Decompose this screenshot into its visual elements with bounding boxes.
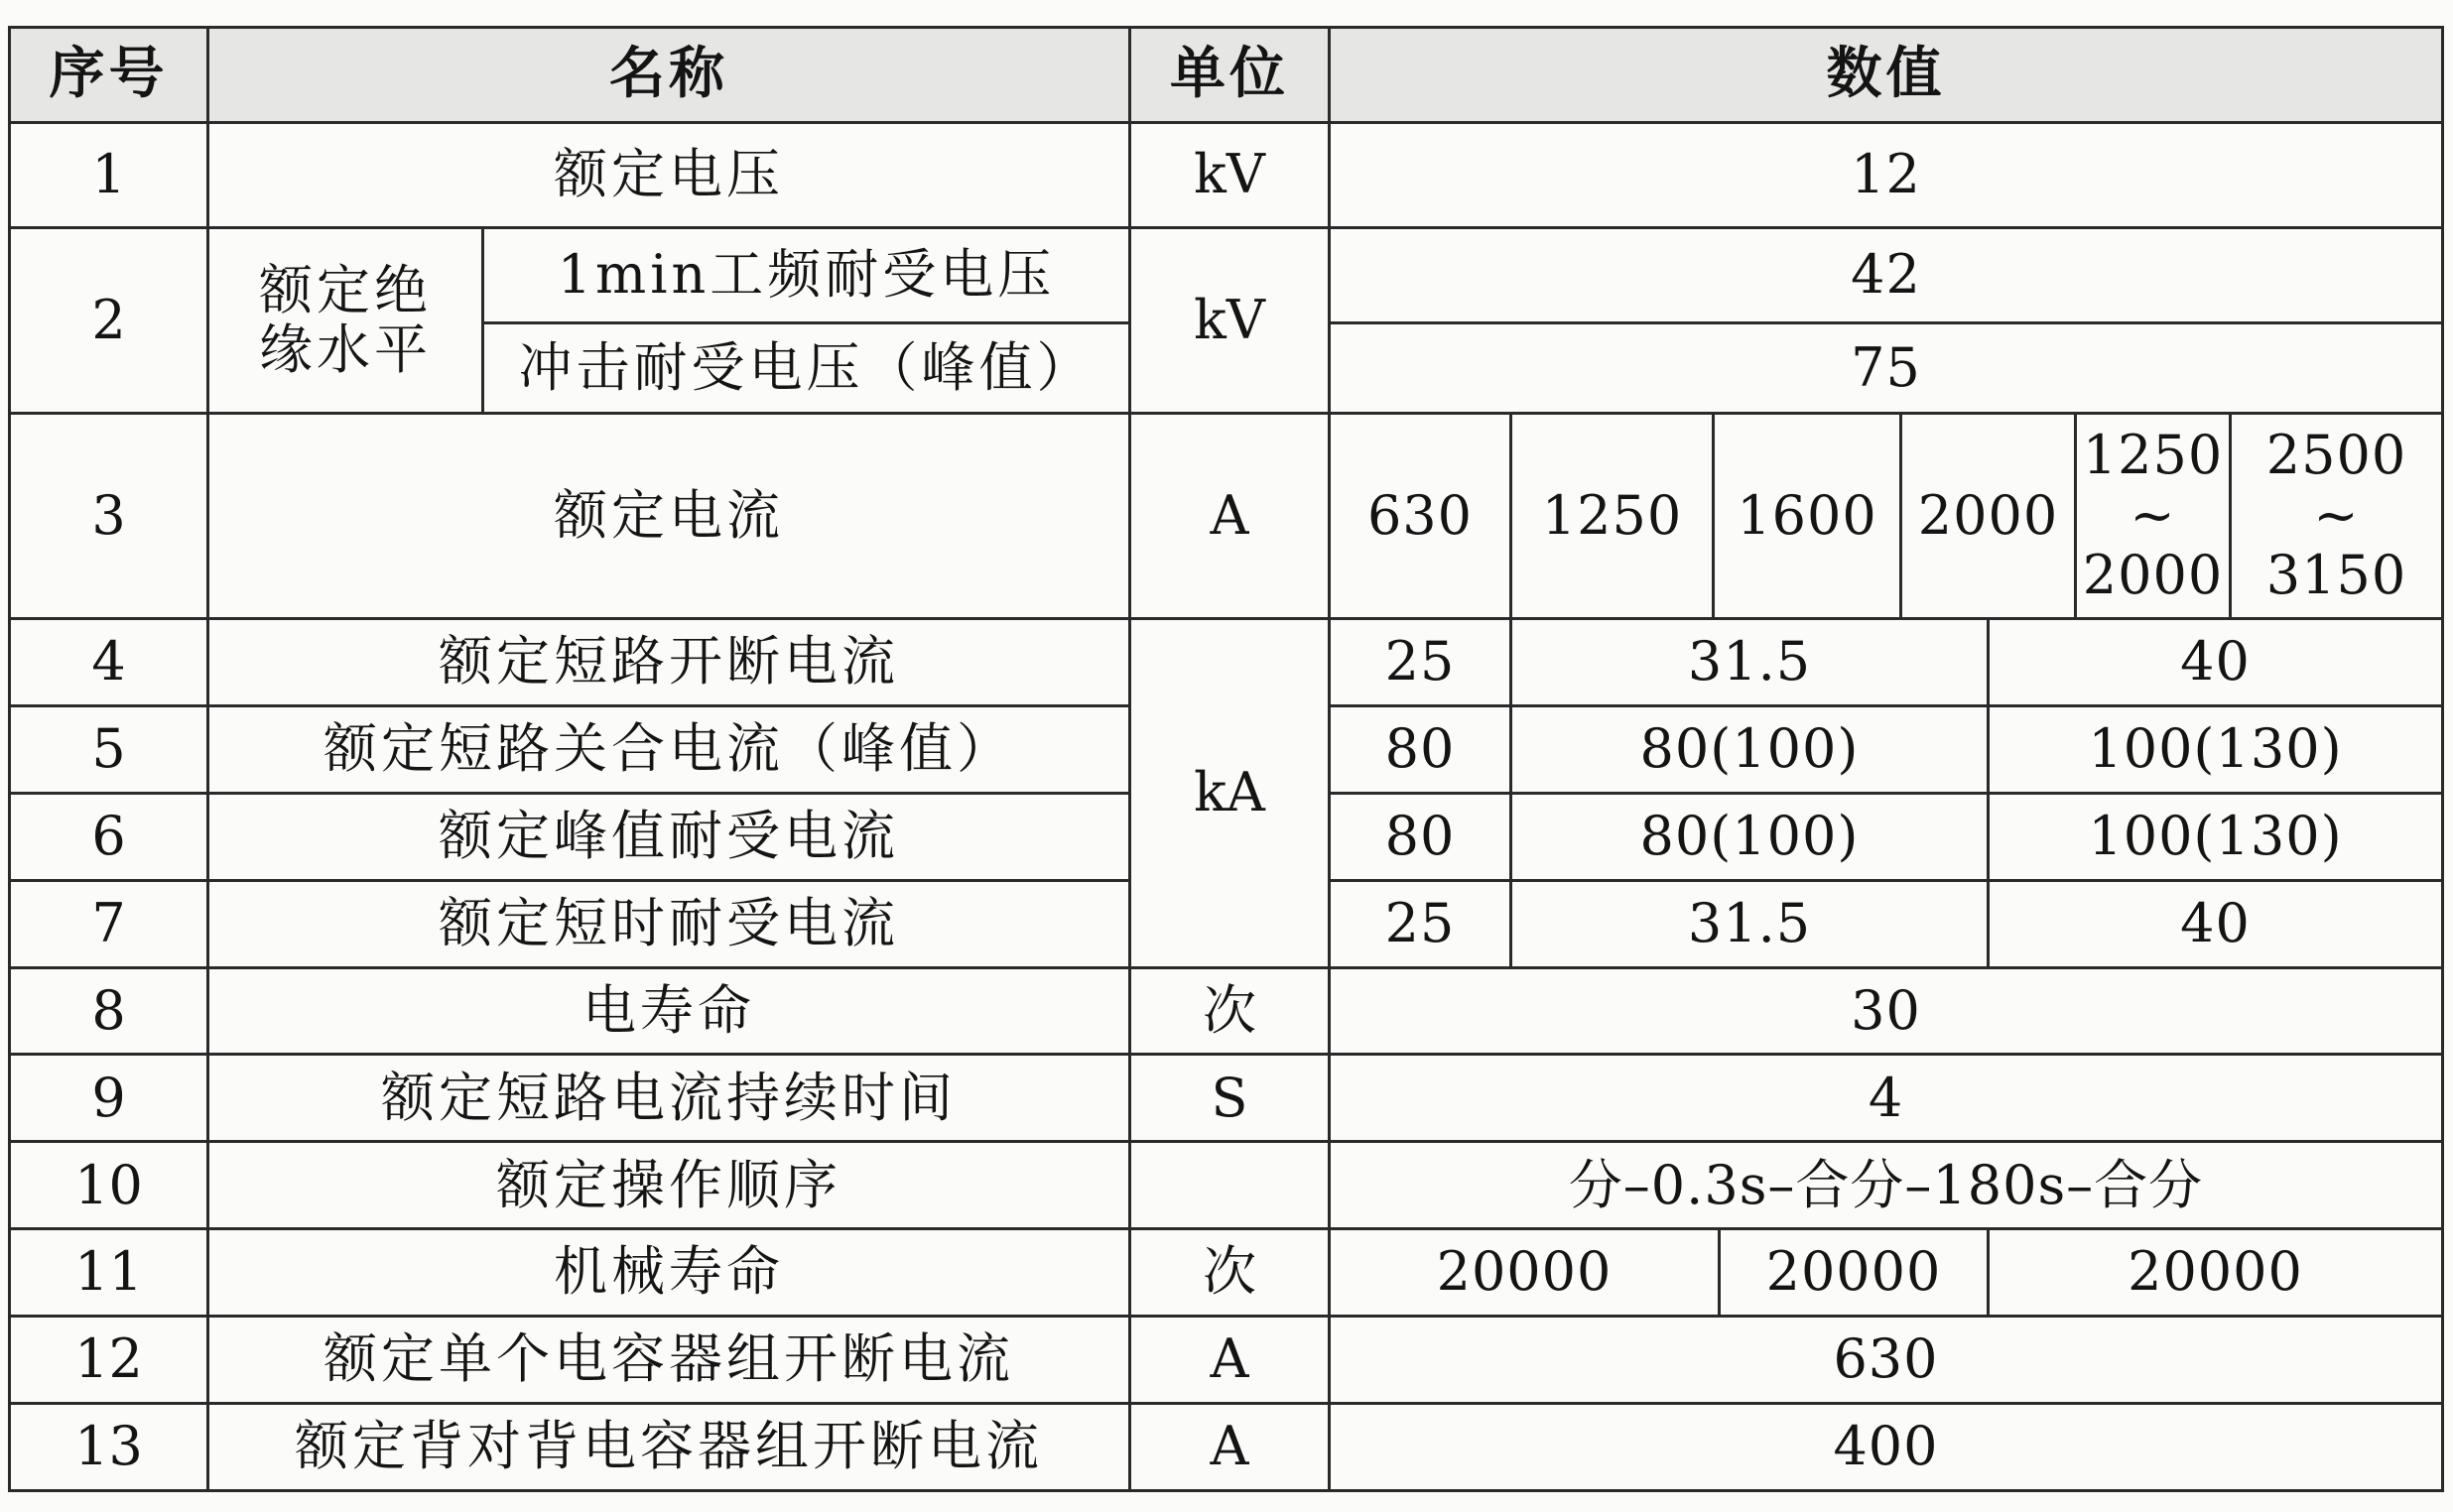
header-value: 数值 — [1330, 28, 2443, 123]
table-row — [10, 1142, 2443, 1229]
row-name: 额定单个电容器组开断电流 — [208, 1317, 1130, 1404]
current-value: 630 — [1330, 413, 1511, 618]
row-value: 20000 — [1330, 1229, 1720, 1317]
table-row — [10, 413, 2443, 618]
group-label-line1: 额定绝 — [259, 258, 432, 321]
row-subname: 冲击耐受电压（峰值） — [483, 323, 1130, 414]
row-name: 额定电流 — [208, 413, 1130, 618]
row-name: 额定短时耐受电流 — [208, 880, 1130, 967]
table-row — [10, 1055, 2443, 1142]
table-row — [10, 122, 2443, 227]
row-value: 12 — [1330, 122, 2443, 227]
row-number: 7 — [10, 880, 208, 967]
row-value: 25 — [1330, 619, 1511, 706]
row-value: 分–0.3s–合分–180s–合分 — [1330, 1142, 2443, 1229]
table-row — [10, 1317, 2443, 1404]
row-number: 4 — [10, 619, 208, 706]
row-number: 10 — [10, 1142, 208, 1229]
header-seq: 序号 — [10, 28, 208, 123]
table-row — [10, 1229, 2443, 1317]
spec-table — [8, 26, 2444, 1492]
row-number: 9 — [10, 1055, 208, 1142]
current-range — [2076, 413, 2231, 618]
table-row — [10, 228, 2443, 323]
range-to: 3150 — [2265, 544, 2407, 607]
row-value: 75 — [1330, 323, 2443, 414]
range-sep: ~ — [2130, 483, 2176, 547]
insulation-group-label — [208, 228, 483, 414]
header-row — [10, 28, 2443, 123]
row-name: 电寿命 — [208, 967, 1130, 1055]
row-name: 额定峰值耐受电流 — [208, 793, 1130, 880]
row-number: 8 — [10, 967, 208, 1055]
row-number: 13 — [10, 1404, 208, 1491]
table-row — [10, 967, 2443, 1055]
row-unit: kV — [1130, 228, 1330, 414]
row-name: 额定背对背电容器组开断电流 — [208, 1404, 1130, 1491]
row-number: 1 — [10, 122, 208, 227]
row-number: 12 — [10, 1317, 208, 1404]
row-unit — [1130, 1142, 1330, 1229]
row-unit: 次 — [1130, 1229, 1330, 1317]
row-unit: 次 — [1130, 967, 1330, 1055]
header-name: 名称 — [208, 28, 1130, 123]
row-value: 40 — [1989, 880, 2443, 967]
row-number: 2 — [10, 228, 208, 414]
row-value: 30 — [1330, 967, 2443, 1055]
current-range — [2231, 413, 2443, 618]
header-unit: 单位 — [1130, 28, 1330, 123]
range-sep: ~ — [2313, 483, 2360, 547]
row-value: 80 — [1330, 793, 1511, 880]
row-value: 40 — [1989, 619, 2443, 706]
table-row — [10, 1404, 2443, 1491]
row-value: 100(130) — [1989, 793, 2443, 880]
row-number: 11 — [10, 1229, 208, 1317]
row-subname: 1min工频耐受电压 — [483, 228, 1130, 323]
row-number: 5 — [10, 705, 208, 793]
row-name: 额定短路关合电流（峰值） — [208, 705, 1130, 793]
row-value: 4 — [1330, 1055, 2443, 1142]
row-value: 100(130) — [1989, 705, 2443, 793]
row-number: 6 — [10, 793, 208, 880]
row-value: 20000 — [1989, 1229, 2443, 1317]
row-value: 80(100) — [1511, 705, 1989, 793]
row-value: 20000 — [1720, 1229, 1989, 1317]
range-from: 2500 — [2265, 424, 2407, 487]
table-row — [10, 619, 2443, 706]
row-value: 400 — [1330, 1404, 2443, 1491]
current-value: 1600 — [1714, 413, 1901, 618]
group-label-line2: 缘水平 — [259, 317, 432, 381]
row-name: 额定电压 — [208, 122, 1130, 227]
row-unit: A — [1130, 1404, 1330, 1491]
current-value: 1250 — [1511, 413, 1714, 618]
range-to: 2000 — [2082, 544, 2224, 607]
row-unit: A — [1130, 1317, 1330, 1404]
row-value: 630 — [1330, 1317, 2443, 1404]
row-name: 额定短路电流持续时间 — [208, 1055, 1130, 1142]
row-number: 3 — [10, 413, 208, 618]
row-value: 80 — [1330, 705, 1511, 793]
range-from: 1250 — [2082, 424, 2224, 487]
row-value: 80(100) — [1511, 793, 1989, 880]
current-value: 2000 — [1901, 413, 2076, 618]
row-name: 机械寿命 — [208, 1229, 1130, 1317]
row-value: 31.5 — [1511, 619, 1989, 706]
row-unit: S — [1130, 1055, 1330, 1142]
row-name: 额定操作顺序 — [208, 1142, 1130, 1229]
row-value: 42 — [1330, 228, 2443, 323]
row-value: 25 — [1330, 880, 1511, 967]
row-name: 额定短路开断电流 — [208, 619, 1130, 706]
row-unit: kV — [1130, 122, 1330, 227]
row-value: 31.5 — [1511, 880, 1989, 967]
row-unit: kA — [1130, 619, 1330, 968]
row-unit: A — [1130, 413, 1330, 618]
